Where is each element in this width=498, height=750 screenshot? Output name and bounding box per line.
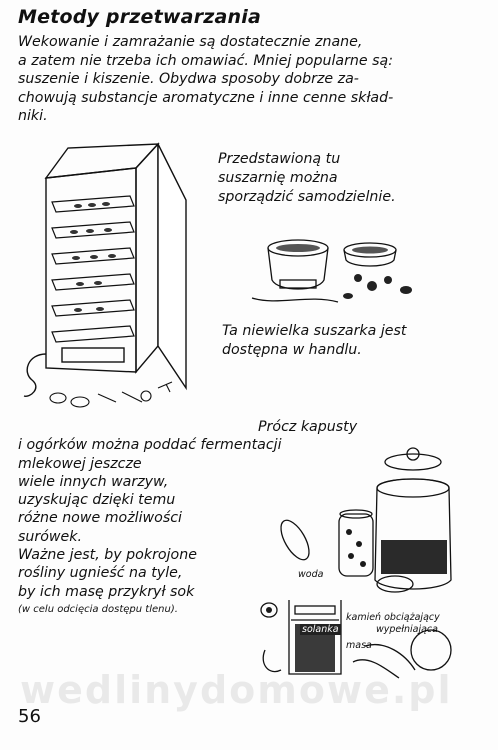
page-number: 56	[18, 706, 41, 727]
label-mass: masa	[346, 640, 372, 651]
intro-line: niki.	[18, 108, 48, 124]
label-weight-stone: kamień obciążający	[346, 612, 440, 623]
fermentation-line: mlekowej jeszcze	[18, 455, 142, 472]
intro-line: a zatem nie trzeba ich omawiać. Mniej popularne są:	[18, 52, 394, 69]
fermentation-line: różne nowe możliwości	[18, 510, 182, 527]
fermentation-line: i ogórków można poddać fermentacji	[18, 437, 282, 454]
intro-line: chowują substancje aromatyczne i inne cenne skład-	[18, 89, 394, 106]
label-water: woda	[298, 569, 324, 580]
page-title: Metody przetwarzania	[18, 6, 262, 28]
caption-line: dostępna w handlu.	[222, 342, 362, 358]
intro-paragraph	[18, 33, 480, 126]
caption-commercial-dryer	[222, 322, 406, 360]
caption-line: sporządzić samodzielnie.	[218, 189, 396, 205]
caption-line: Przedstawioną tu	[218, 151, 341, 167]
fermentation-note: (w celu odcięcia dostępu tlenu).	[18, 603, 178, 615]
caption-line: suszarnię można	[218, 170, 338, 186]
caption-line: Ta niewielka suszarka jest	[222, 323, 407, 339]
label-brine: solanka	[302, 624, 339, 635]
fermentation-line: Ważne jest, by pokrojone	[18, 547, 197, 564]
intro-line: suszenie i kiszenie. Obydwa sposoby dobrze za-	[18, 71, 359, 87]
fermentation-line: Prócz kapusty	[258, 419, 358, 435]
watermark-text: wedlinydomowe.pl	[20, 668, 453, 712]
dryer-cabinet-illustration	[18, 140, 198, 410]
small-dryer-illustration	[248, 236, 438, 316]
fermentation-line: uzyskując dzięki temu	[18, 492, 176, 509]
fermentation-line: wiele innych warzyw,	[18, 473, 169, 490]
caption-homemade-dryer	[218, 150, 396, 207]
fermentation-line: surówek.	[18, 528, 82, 545]
fermentation-line: rośliny ugnieść na tyle,	[18, 565, 183, 582]
intro-line: Wekowanie i zamrażanie są dostatecznie znane,	[18, 34, 363, 50]
label-filler: wypełniająca	[376, 624, 438, 635]
fermentation-line: by ich masę przykrył sok	[18, 583, 195, 600]
